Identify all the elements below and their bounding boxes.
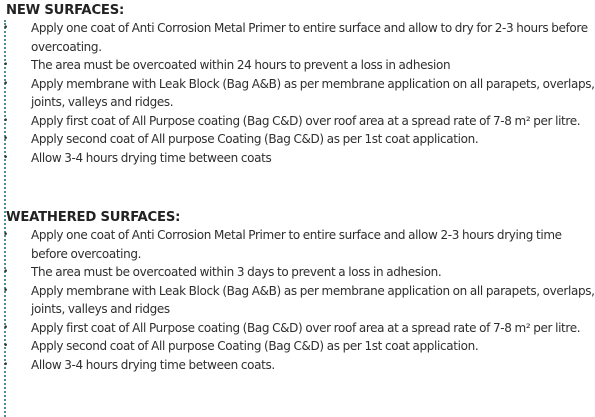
list-item-text: The area must be overcoated within 24 hours to prevent a loss in adhesion <box>31 58 451 72</box>
new-surfaces-section <box>3 2 595 167</box>
list-item-text: Apply second coat of All purpose Coating (Bag C&D) as per 1st coat application. <box>31 339 479 353</box>
bullet-icon: • <box>3 267 8 277</box>
bullet-icon: • <box>3 134 8 144</box>
list-item <box>3 319 595 338</box>
list-item <box>3 56 595 75</box>
list-item-text: Apply first coat of All Purpose coating (Bag C&D) over roof area at a spread rate of 7-8 m² per litre. <box>31 113 581 128</box>
weathered-surfaces-heading: WEATHERED SURFACES: <box>6 210 181 225</box>
list-item <box>3 112 595 131</box>
weathered-surfaces-list <box>3 226 595 374</box>
bullet-icon: • <box>3 60 8 70</box>
bullet-icon: • <box>3 341 8 351</box>
list-item-text: Allow 3-4 hours drying time between coats <box>31 150 272 165</box>
bullet-icon: • <box>3 152 8 163</box>
bullet-icon: • <box>3 78 8 89</box>
list-item-text: Apply membrane with Leak Block (Bag A&B) as per membrane application on all parapets, overlaps, joints, valleys and ridges. <box>31 76 595 109</box>
bullet-icon: • <box>3 359 8 370</box>
bullet-icon: • <box>3 115 8 126</box>
new-surfaces-list <box>3 19 595 167</box>
bullet-icon: • <box>3 23 8 33</box>
bullet-icon: • <box>3 322 8 333</box>
list-item <box>3 356 595 375</box>
list-item <box>3 226 595 263</box>
new-surfaces-heading: NEW SURFACES: <box>6 3 125 18</box>
weathered-surfaces-section <box>3 209 595 374</box>
list-item <box>3 130 595 149</box>
list-item <box>3 19 595 56</box>
list-item-text: Apply first coat of All Purpose coating (Bag C&D) over roof area at a spread rate of 7-8 m² per litre. <box>31 320 581 335</box>
list-item <box>3 75 595 112</box>
list-item <box>3 282 595 319</box>
list-item-text: The area must be overcoated within 3 days to prevent a loss in adhesion. <box>31 265 442 279</box>
list-item <box>3 263 595 282</box>
list-item-text: Allow 3-4 hours drying time between coats. <box>31 357 275 372</box>
list-item <box>3 149 595 168</box>
list-item <box>3 337 595 356</box>
list-item-text: Apply one coat of Anti Corrosion Metal Primer to entire surface and allow to dry for 2-3 hours before overcoating. <box>31 21 588 54</box>
bullet-icon: • <box>3 230 8 240</box>
list-item-text: Apply membrane with Leak Block (Bag A&B) as per membrane application on all parapets, overlaps, joints, valleys and ridges <box>31 283 595 316</box>
bullet-icon: • <box>3 285 8 296</box>
list-item-text: Apply second coat of All purpose Coating (Bag C&D) as per 1st coat application. <box>31 132 479 146</box>
list-item-text: Apply one coat of Anti Corrosion Metal Primer to entire surface and allow 2-3 hours drying time before overcoating. <box>31 228 562 261</box>
